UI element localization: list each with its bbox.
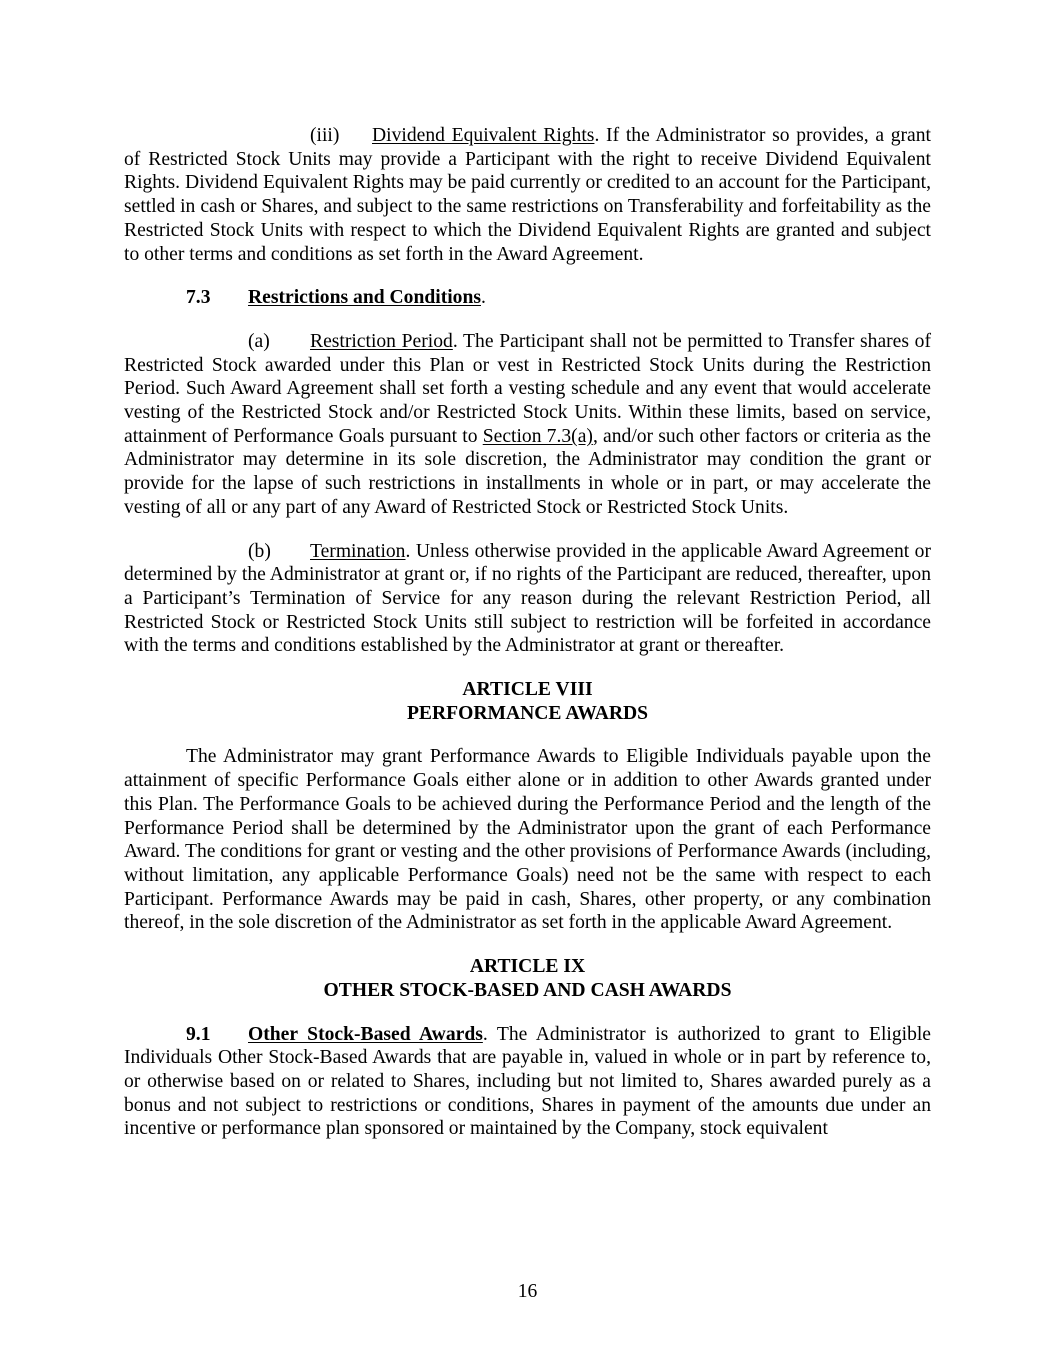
section-reference-link[interactable]: Section 7.3(a) [482, 425, 593, 447]
paragraph-termination [124, 540, 931, 659]
clause-number: (iii) [310, 125, 340, 146]
clause-text: . The Participant shall not be permitted to Transfer shares of Restricted Stock awarded under this Plan or vest in Restricted Stock Units during the Restriction Period. Such Award Agreement shall set forth a vesting schedule and any event that would accelerate vesting of the Restricted Stock and/or Restricted Stock Units. Within these limits, based on service, attainment of Performance Goals pursuant to [124, 330, 931, 447]
section-7-3-heading [124, 286, 931, 310]
section-title: Restrictions and Conditions [248, 287, 481, 309]
section-text: . The Administrator is authorized to grant to Eligible Individuals Other Stock-Based Awards that are payable in, valued in whole or in part by reference to, or otherwise based on or related to Shares, including but not limited to, Shares awarded purely as a bonus and not subject to restrictions or conditions, Shares in payment of the amounts due under an incentive or performance plan sponsored or maintained by the Company, stock equivalent [124, 1023, 932, 1140]
page-number: 16 [517, 1281, 538, 1302]
document-page [124, 124, 931, 1141]
clause-text-continued: , and/or such other factors or criteria as the Administrator may determine in its sole discretion, the Administrator may condition the grant or provide for the lapse of such restrictions in installments in whole or in part, or may accelerate the vesting of all or any part of any Award of Restricted Stock or Restricted Stock Units. [124, 425, 931, 518]
clause-number: (b) [248, 540, 271, 562]
article-ix-heading [124, 955, 931, 1002]
article-title: PERFORMANCE AWARDS [406, 702, 649, 724]
clause-title: Restriction Period [310, 330, 453, 352]
section-number: 7.3 [186, 287, 211, 309]
article-number: ARTICLE IX [469, 956, 586, 978]
paragraph-restriction-period [124, 330, 931, 520]
clause-text: . If the Administrator so provides, a grant of Restricted Stock Units may provide a Participant with the right to receive Dividend Equivalent Rights. Dividend Equivalent Rights may be paid currently or credited to an account for the Participant, settled in cash or Shares, and subject to the same restrictions on Transferability and forfeitability as the Restricted Stock Units with respect to which the Dividend Equivalent Rights are granted and subject to other terms and conditions as set forth in the Award Agreement. [124, 125, 931, 265]
paragraph-performance-awards: The Administrator may grant Performance Awards to Eligible Individuals payable upon the attainment of specific Performance Goals either alone or in addition to other Awards granted under this Plan. The Performance Goals to be achieved during the Performance Period and the length of the Performance Period shall be determined by the Administrator upon the grant of each Performance Award. The conditions for grant or vesting and the other provisions of Performance Awards (including, without limitation, any applicable Performance Goals) need not be the same with respect to each Participant. Performance Awards may be paid in cash, Shares, other property, or any combination thereof, in the sole discretion of the Administrator as set forth in the applicable Award Agreement. [124, 746, 931, 934]
clause-title: Dividend Equivalent Rights [372, 125, 595, 146]
section-number: 9.1 [186, 1023, 211, 1045]
clause-number: (a) [248, 330, 270, 352]
paragraph-other-stock-based-awards [124, 1023, 931, 1142]
article-title: OTHER STOCK-BASED AND CASH AWARDS [323, 979, 732, 1001]
clause-text: . Unless otherwise provided in the applicable Award Agreement or determined by the Administrator at grant or, if no rights of the Participant are reduced, thereafter, upon a Participant’s Termination of Service for any reason during the relevant Restriction Period, all Restricted Stock or Restricted Stock Units still subject to restriction will be forfeited in accordance with the terms and conditions established by the Administrator at grant or thereafter. [124, 540, 931, 657]
paragraph-dividend-equivalent-rights [124, 124, 931, 266]
section-title: Other Stock-Based Awards [248, 1023, 483, 1045]
article-number: ARTICLE VIII [462, 679, 593, 701]
article-viii-heading [124, 678, 931, 725]
clause-title: Termination [310, 540, 406, 562]
section-title-end: . [480, 287, 486, 309]
